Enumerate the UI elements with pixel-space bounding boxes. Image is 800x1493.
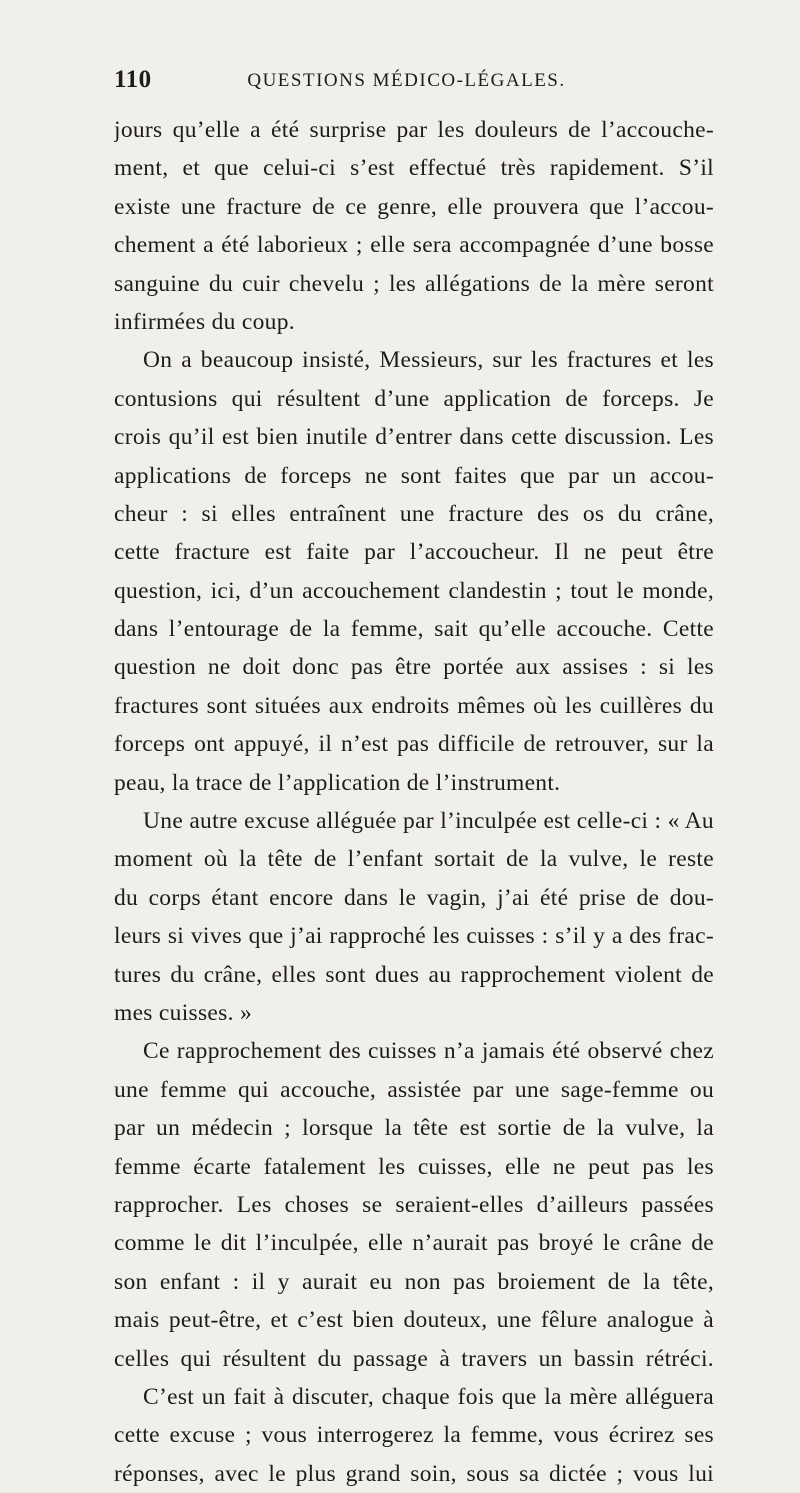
text-line: mes cuisses. » [114,999,253,1026]
running-head: QUESTIONS MÉDICO-LÉGALES. [247,70,566,91]
text-line: celles qui résultent du passage à travers un bassin rétréci. [114,1345,714,1372]
text-line: leurs si vives que j’ai rapproché les cuisses : s’il y a des frac- [114,923,714,950]
text-line: cette excuse ; vous interrogerez la femme, vous écrirez ses [114,1422,714,1449]
text-line: Une autre excuse alléguée par l’inculpée est celle-ci : « Au [143,808,714,835]
text-line: une femme qui accouche, assistée par une sage-femme ou [114,1076,714,1103]
text-line: rapprocher. Les choses se seraient-elles d’ailleurs passées [114,1191,714,1218]
text-line: crois qu’il est bien inutile d’entrer dans cette discussion. Les [114,424,714,451]
text-line: fractures sont situées aux endroits mêmes où les cuillères du [114,692,714,719]
text-line: moment où la tête de l’enfant sortait de la vulve, le reste [114,846,714,873]
text-line: réponses, avec le plus grand soin, sous sa dictée ; vous lui [114,1460,714,1487]
text-line: du corps étant encore dans le vagin, j’ai été prise de dou- [114,884,714,911]
text-line: ment, et que celui-ci s’est effectué très rapidement. S’il [114,155,714,182]
text-line: question ne doit donc pas être portée aux assises : si les [114,654,714,681]
text-line: cheur : si elles entraînent une fracture des os du crâne, [114,500,714,527]
text-line: applications de forceps ne sont faites que par un accou- [114,462,714,489]
text-line: C’est un fait à discuter, chaque fois que la mère alléguera [143,1383,714,1410]
text-line: forceps ont appuyé, il n’est pas difficile de retrouver, sur la [114,731,714,758]
text-line: tures du crâne, elles sont dues au rapprochement violent de [114,961,714,988]
text-line: Ce rapprochement des cuisses n’a jamais été observé chez [143,1038,714,1065]
text-line: comme le dit l’inculpée, elle n’aurait pas broyé le crâne de [114,1230,714,1257]
text-line: On a beaucoup insisté, Messieurs, sur les fractures et les [143,347,714,374]
text-line: cette fracture est faite par l’accoucheur. Il ne peut être [114,539,714,566]
text-line: chement a été laborieux ; elle sera accompagnée d’une bosse [114,232,714,259]
text-line: dans l’entourage de la femme, sait qu’elle accouche. Cette [114,616,714,643]
text-line: infirmées du coup. [114,308,295,335]
text-line: par un médecin ; lorsque la tête est sortie de la vulve, la [114,1115,714,1142]
text-line: jours qu’elle a été surprise par les douleurs de l’accouche- [114,117,714,143]
text-line: question, ici, d’un accouchement clandestin ; tout le monde, [114,577,714,604]
text-line: son enfant : il y aurait eu non pas broiement de la tête, [114,1268,714,1295]
text-line: contusions qui résultent d’une application de forceps. Je [114,385,714,412]
page-header [106,66,707,94]
text-line: femme écarte fatalement les cuisses, elle ne peut pas les [114,1153,714,1180]
page-number: 110 [114,66,152,93]
text-line: mais peut-être, et c’est bien douteux, une fêlure analogue à [114,1307,714,1334]
text-line: sanguine du cuir chevelu ; les allégations de la mère seront [114,270,714,297]
body-text [114,111,714,1493]
text-line: peau, la trace de l’application de l’instrument. [114,769,561,796]
text-line: existe une fracture de ce genre, elle prouvera que l’accou- [114,193,714,220]
